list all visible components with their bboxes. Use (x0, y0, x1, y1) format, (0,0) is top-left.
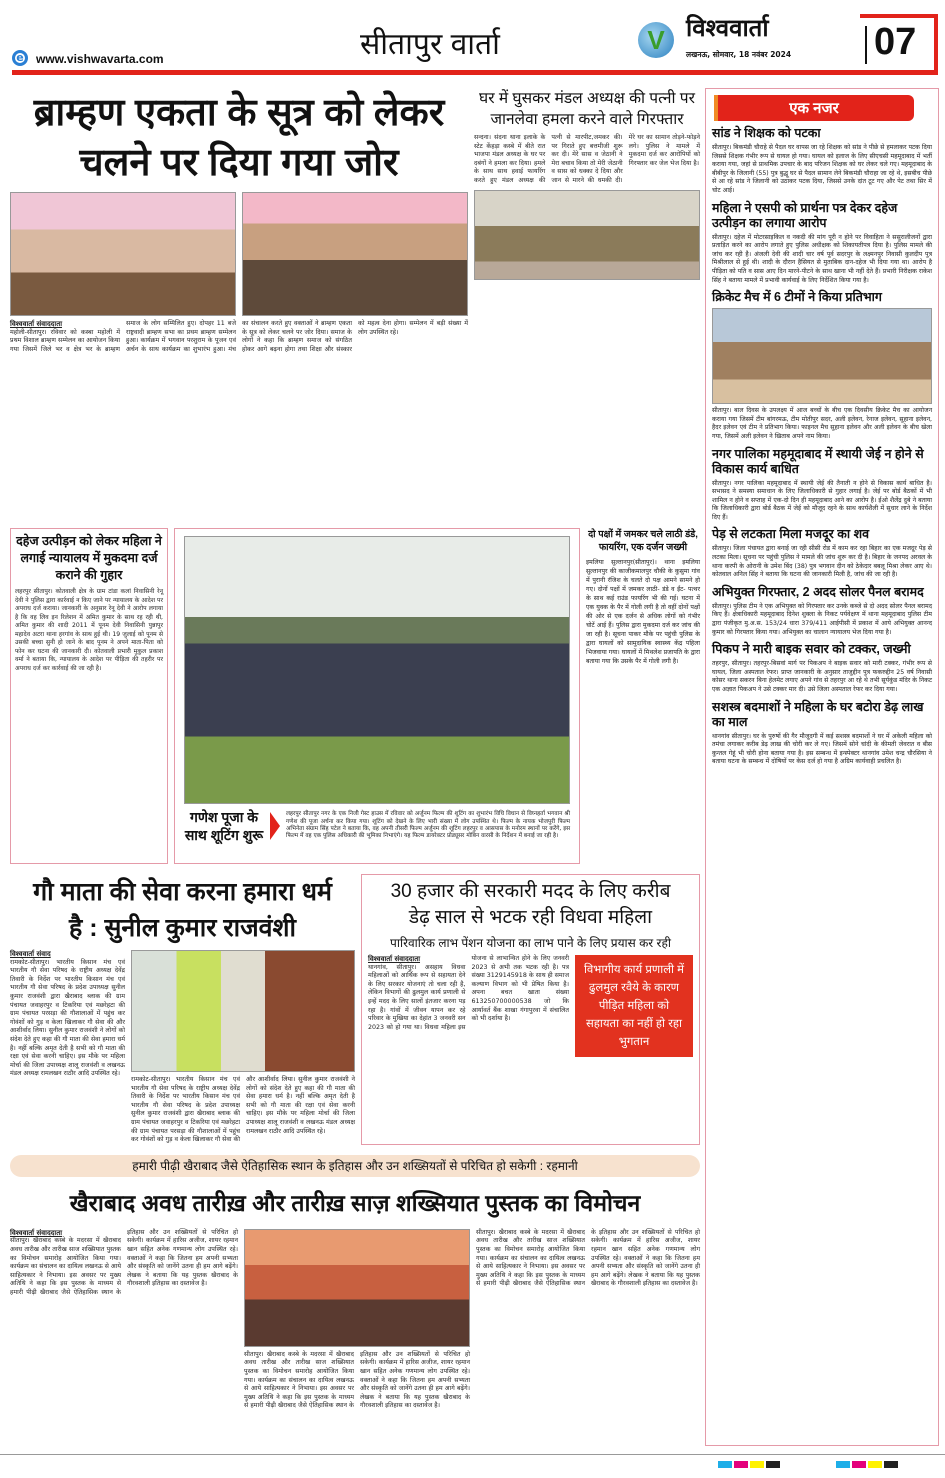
shooting-box (174, 528, 580, 864)
book-byline: विश्ववार्ता संवाददाता (10, 1228, 63, 1237)
lead-headline-line1: ब्राम्हण एकता के सूत्र को लेकर (33, 92, 445, 134)
attack-headline (474, 88, 700, 130)
widow-text: थानगांव, सीतापुर। असहाय विधवा महिलाओं को आर्थिक रूप से सहायता देने के लिए सरकार योजनाएं तो चला रही है, लेकिन विभागों की ढुलमुल कार्य प्रणाली से इन्हें मदद के लिए सालों इंतजार करना पड़ रहा है। गांवों में जीवन यापन कर रहे परिवार के मुखिया का देहांत 3 जनवरी सन 2023 को हो गया था। विधवा महिला इस योजना से लाभान्वित होने के लिए जनवरी 2023 से अभी तक भटक रही है। पत्र संख्या 3129145918 के साथ ही समाज कल्याण विभाग को भी प्रेषित किया है। अपना बचत खाता संख्या 613250700000538 जो कि आर्यावर्त बैंक शाखा गंगापुरवा में संचालित को भी दर्शाया है। (368, 955, 569, 1031)
cow-body-col2 (131, 1076, 355, 1145)
attack-headline-line2: जानलेवा हमला करने वाले गिरफ्तार (490, 111, 684, 128)
cow-text: रामकोट-सीतापुर। भारतीय किसान मंच एवं भारतीय गौ सेवा परिषद के राष्ट्रीय अध्यक्ष देवेंद्र तिवारी के निर्देश पर भारतीय किसान मंच एवं भारतीय गौ सेवा परिषद के प्रदेश उपाध्यक्ष सुनील कुमार राजवंशी द्वारा खैराबाद ब्लाक की ग्राम पंचायत जवाहरपुर व टिकरिया एवं मछरेहटा की ग्राम पंचायत परसड़ा की गौशालाओं में पहुंच कर गोवंशों को गुड़ व केला खिलाकर गौ सेवा की और आशीर्वाद लिया। सुनील कुमार राजवंशी ने लोगों को संदेश देते हुए कहा की गौ माता की सेवा हमारा धर्म है। नहीं बल्कि अमृत देती है सभी को गौ माता की रक्षा एवं सेवा करनी चाहिए। इस मौके पर महिला मोर्चा की जिला उपाध्यक्ष शालू राजवंशी व लखनऊ मंडल अध्यक्ष रामलखन राठौर आदि उपस्थित रहे। (10, 958, 125, 1078)
clash-body: इमलिया सुल्तानपुर(सीतापुर)। थाना इमलिया सुल्तानपुर की काजीकमालपुर चौकी के कुसुमा गांव में पुरानी रंजिश के चलते दो पक्ष आमने सामने हो गए। दोनों पक्षों में जमकर लाठी- डंडे व ईंट- पत्थर के साथ कई राउंड फायरिंग भी की गई। घटना में एक युवक के पैर में गोली लगी है तो वहीं दोनों पक्षों की ओर से एक दर्जन से अधिक लोगों को गंभीर चोटें आई हैं। पुलिस द्वारा मुकदमा दर्ज कर जांच की जा रही है। सूचना पाकर मौके पर पहुंची पुलिस के द्वारा घायलों को सामुदायिक स्वास्थ्य केंद्र पहिला भिजवाया गया। घायलों में मिथलेश प्रजापति के द्वारा बताया गया कि उसके पैर में गोली लगी है। (586, 559, 700, 665)
book-banner: हमारी पीढ़ी खैराबाद जैसे ऐतिहासिक स्थान के इतिहास और उन शख्सियतों से परिचित हो सकेगी : रहमानी (10, 1155, 700, 1177)
shooting-caption: लहरपुर सीतापुर नगर के एक निजी गेस्ट हाउस में रविवार को अर्जुनम फिल्म की शूटिंग का शुभारंभ विधि विधान से विघ्नहर्ता भगवान श्री गणेश की पूजा अर्चना कर किया गया। शूटिंग को देखने के लिए भारी संख्या में लोग उपस्थित थे। फिल्म के नायक भोजपुरी फिल्म अभिनेता संग्राम सिंह पटेल ने बताया कि, वह अपनी तीसरी फिल्म अर्जुनम की शूटिंग लहरपुर व आसपास के मनोरम स्थानों पर करेंगे, इस फिल्म में वह एक पुलिस अधिकारी की भूमिका निभाएंगे। यह फिल्म डायरेक्टर प्रोड्यूसर मोबिन वारसी के निर्देशन में बनाई जा रही है। (286, 811, 570, 840)
dowry-body: लहरपुर सीतापुर। कोतवाली क्षेत्र के ग्राम टांडा कलां निवासिनी रेनू देवी ने पुलिस द्वारा कार्रवाई न किए जाने पर न्यायालय के आदेश पर अपराध दर्ज कराया। जानकारी के अनुसार रेनू देवी ने आरोप लगाया है कि वह लिव इन रिलेशन में अमित कुमार के साथ रह रही थी, अमित कुमार की शादी 2011 में पूनम देवी निवासिनी पुन्नापुर महादेव अटरा थाना हरगांव के साथ हुई थी। 19 जुलाई को पूनम से उसकी बच्चा सुनी हो जाने के बाद पूनम ने अपने माता-पिता को फोन कर घटना की जानकारी दी। कोतवाली प्रभारी मुकुल प्रकाश वर्मा ने बताया कि, न्यायालय के आदेश पर पीड़िता की तहरीर पर अपराध दर्ज कर कार्रवाई की जा रही है। (15, 588, 163, 672)
brand-name: विश्ववार्ता (686, 15, 769, 42)
ek-nazar-body: सीतापुर। बिकमंडी चौराहे से पैदल घर वापस जा रहे शिक्षक को सांड ने पीछे से हमलाकर पटक दिया जिससे शिक्षक गंभीर रूप से घायल हो गया। घायल को इलाज के लिए सीएचसी महमूदाबाद में भर्ती कराया गया, जहां से प्राथमिक उपचार के बाद परिजन शिक्षक को घर लेकर चले गए। महमूदाबाद के बीबीपुर के जिलानी (55) पुत्र बुद्धू घर से पैदल सामान लेने बिकमंडी चौराहा जा रहे थे, इसबीच पीछे से आ रहे सांड ने जिलानी को उठाकर पटक दिया, जिससे उनके दांत टूट गए और पेट तथा सिर में चोट आई। (712, 144, 932, 194)
page-number: 07 (874, 21, 917, 63)
attack-headline-line1: घर में घुसकर मंडल अध्यक्ष की पत्नी पर (479, 90, 695, 107)
lead-headline-line2: चलने पर दिया गया जोर (79, 142, 399, 184)
clash-headline-line2: फायरिंग, एक दर्जन जख्मी (598, 542, 688, 553)
book-body-right (476, 1229, 700, 1411)
caption-arrow-icon (270, 812, 280, 840)
brand-logo-icon: V (638, 22, 674, 58)
ek-nazar-body: थानगांव सीतापुर। घर के पुरुषों की गैर मौजूदगी में कई सशस्त्र बदमाशों ने घर में अकेली महिला को तमंचा लगाकर करीब डेढ़ लाख की चोरी कर ले गए। जिसमें सोने चांदी के कीमती जेवरात व बीस कुन्तल गेहूं भी चोरी होना बताया गया है। इस सम्बन्ध में इन्स्पेक्टर थानगांव उमेश चन्द्र चौरसिया ने बताया घटना के सम्बन्ध में दोषियों पर केस दर्ज हो गया है अग्रिम कार्यवाही प्रचलित है। (712, 732, 932, 766)
ek-nazar-headline: अभियुक्त गिरफ्तार, 2 अदद सोलर पैनल बरामद (712, 584, 924, 599)
cricket-photo (712, 308, 932, 404)
ek-nazar-headline: क्रिकेट मैच में 6 टीमों ने किया प्रतिभाग (712, 290, 882, 305)
ek-nazar-body: सीतापुर। बाल दिवस के उपलक्ष्य में आज बच्चों के बीच एक दिवसीय क्रिकेट मैच का आयोजन कराया गया जिसमें टीम बांगरमऊ, टीम मोतीपुर सदर, अली इलेवन, रेनाज इलेवन, सुहाना इलेवन, हैदर इलेवन एवं टीम ने प्रतिभाग किया। फाइनल मैच सुहाना इलेवन और अली इलेवन के बीच खेला गया, जिसमें अली इलेवन ने खिताब अपने नाम किया। (712, 407, 932, 440)
ek-nazar-body: सीतापुर। दहेज में मोटरसाइकिल व नकदी की मांग पूरी न होने पर विवाहिता ने ससुरालीजनों द्वारा प्रताड़ित करने का आरोप लगाते हुए पुलिस अधीक्षक को शिकायतीपत्र दिया है। पुलिस मामले की जांच कर रही है। अंजली देवी की शादी चार वर्ष पूर्व सदरपुर के लक्ष्मनपुर निवासी कुलदीप पुत्र मिश्रीलाल से हुई थी। शादी के दौरान हैसियत से मुताबिक दान-दहेज भी दिया गया था। आरोप है पीड़िता को पति व सास आए दिन मारने-पीटने के साथ खाना भी नहीं देते हैं। प्रभारी निरीक्षक राकेश सिंह ने बताया मामले में प्रभावी कार्यवाई के लिए निर्देशित किया गया है। (712, 233, 932, 284)
cow-byline: विश्ववार्ता संवाद (10, 950, 51, 958)
attack-story (474, 88, 700, 518)
ek-nazar-headline: पिकप ने मारी बाइक सवार को टक्कर, जख्मी (712, 642, 911, 657)
widow-body (368, 955, 569, 1032)
cow-text-cont: रामकोट-सीतापुर। भारतीय किसान मंच एवं भारतीय गौ सेवा परिषद के राष्ट्रीय अध्यक्ष देवेंद्र तिवारी के निर्देश पर भारतीय किसान मंच एवं भारतीय गौ सेवा परिषद के प्रदेश उपाध्यक्ष सुनील कुमार राजवंशी द्वारा खैराबाद ब्लाक की ग्राम पंचायत जवाहरपुर व टिकरिया एवं मछरेहटा की ग्राम पंचायत परसड़ा की गौशालाओं में पहुंच कर गोवंशों को गुड़ व केला खिलाकर गौ सेवा की और आशीर्वाद लिया। सुनील कुमार राजवंशी ने लोगों को संदेश देते हुए कहा की गौ माता की सेवा हमारा धर्म है। नहीं बल्कि अमृत देती है सभी को गौ माता की रक्षा एवं सेवा करनी चाहिए। इस मौके पर महिला मोर्चा की जिला उपाध्यक्ष शालू राजवंशी व लखनऊ मंडल अध्यक्ष रामलखन राठौर आदि उपस्थित रहे। (131, 1076, 355, 1144)
cow-story (10, 874, 355, 1145)
website-link[interactable]: www.vishwavarta.com (36, 52, 164, 66)
clash-headline (586, 528, 700, 554)
cow-headline-line1: गौ माता की सेवा करना हमारा धर्म (33, 878, 332, 906)
masthead (0, 0, 945, 78)
dateline: लखनऊ, सोमवार, 18 नवंबर 2024 (686, 50, 792, 59)
ek-nazar-column (705, 88, 939, 1446)
lead-photo-stage (10, 192, 236, 316)
book-launch-photo (244, 1229, 470, 1347)
ek-nazar-title: एक नजर (714, 95, 914, 121)
attack-body (474, 134, 700, 186)
print-color-bar (0, 1454, 945, 1478)
ek-nazar-body: सीतापुर। पुलिस टीम ने एक अभियुक्त को गिरफ्तार कर उनके कब्जे से दो अदद सोलर पैनल बरामद किए हैं। क्षेत्राधिकारी महमूदाबाद दिनेश शुक्ला के निकट पर्यवेक्षण में थाना महमूदाबाद पुलिस टीम द्वारा पंजीकृत मु.अ.स. 153/24 धारा 379/411 आईपीसी में प्रकाश में आये अभियुक्त आनन्द कुमार को गिरफ्तार किया गया। अभियुक्त का चालान न्यायालय भेज दिया गया है। (712, 602, 932, 636)
book-text: सीतापुर। खैराबाद कस्बे के मदरसा में खैराबाद अवध तारीख और तारीख साज शख्सियात पुस्तक का विमोचन समारोह आयोजित किया गया। कार्यक्रम का संचालन का दायित्व लखनऊ से आये साहित्यकार ने निभाया। इस अवसर पर मुख्य अतिथि ने कहा कि इस पुस्तक के माध्यम से हमारी पीढ़ी खैराबाद जैसे ऐतिहासिक स्थान के इतिहास और उन शख्सियतों से परिचित हो सकेगी। कार्यक्रम में हारिस अजीज, शायर रहमान खान सहित अनेक गणमान्य लोग उपस्थित रहे। वक्ताओं ने कहा कि जितना हम अपनी सभ्यता और संस्कृति को जानेंगे उतना ही हम आगे बढ़ेंगे। लेखक ने बताया कि यह पुस्तक खैराबाद के गौरवशाली इतिहास का दस्तावेज है। (10, 1228, 238, 1296)
attack-photo-police (474, 190, 700, 280)
widow-box (361, 874, 700, 1145)
ek-nazar-body: सीतापुर। जिला पंचायत द्वारा बनाई जा रही सीसी रोड में काम कर रहा बिहार का एक मजदूर पेड़ से लटका मिला। सूचना पर पहुंची पुलिस ने मामले की जांच शुरू कर दी है। बिहार के जनपद अरवल के थाना करपी के ओरानी के उमेश बिंद (38) पुत्र भगवान दीन को ठेकेदार बबलू मिश्रा लेकर आए थे। कोतवाल अनिल सिंह ने बताया कि घटना की जानकारी मिली है, जांच की जा रही है। (712, 545, 932, 579)
lead-headline (10, 88, 468, 188)
widow-highlight: विभागीय कार्य प्रणाली में ढुलमुल रवैये के कारण पीड़ित महिला को सहायता का नहीं हो रहा भुगतान (575, 955, 693, 1057)
ek-nazar-body: तहरपुर, सीतापुर। तहरपुर-बिसवां मार्ग पर पिकअप ने बाइक सवार को मारी टक्कर, गंभीर रूप से घायल, जिला अस्पताल रेफर। प्राप्त जानकारी के अनुसार ताजुद्दीन पुत्र फकरुद्दीन 25 वर्ष निवासी कोसर थाना सकरन बिना हेलमेट लगाए अपने गांव से तहरपुर आ रहे थे तभी सूर्यकुंड मंदिर के निकट एक अज्ञात पिकअप ने उसे टक्कर मार दी। उसे जिला अस्पताल रेफर कर दिया गया। (712, 660, 932, 693)
widow-headline (368, 879, 693, 931)
book-headline: खैराबाद अवध तारीख़ और तारीख़ साज़ शख्सियात पुस्तक का विमोचन (69, 1189, 641, 1216)
lead-photo-audience (242, 192, 468, 316)
cow-body-col1 (10, 950, 125, 1145)
book-text-4: सीतापुर। खैराबाद कस्बे के मदरसा में खैराबाद अवध तारीख और तारीख साज शख्सियात पुस्तक का विमोचन समारोह आयोजित किया गया। कार्यक्रम का संचालन का दायित्व लखनऊ से आये साहित्यकार ने निभाया। इस अवसर पर मुख्य अतिथि ने कहा कि इस पुस्तक के माध्यम से हमारी पीढ़ी खैराबाद जैसे ऐतिहासिक स्थान के इतिहास और उन शख्सियतों से परिचित हो सकेगी। कार्यक्रम में हारिस अजीज, शायर रहमान खान सहित अनेक गणमान्य लोग उपस्थित रहे। वक्ताओं ने कहा कि जितना हम अपनी सभ्यता और संस्कृति को जानेंगे उतना ही हम आगे बढ़ेंगे। लेखक ने बताया कि यह पुस्तक खैराबाद के गौरवशाली इतिहास का दस्तावेज है। (476, 1228, 700, 1288)
lead-body (10, 320, 468, 354)
widow-subhead: पारिवारिक लाभ पेंशन योजना का लाभ पाने के लिए प्रयास कर रही (390, 936, 671, 950)
widow-headline-line2: डेढ़ साल से भटक रही विधवा महिला (408, 907, 653, 928)
dowry-story-box (10, 528, 168, 864)
header-rule (12, 70, 938, 75)
dowry-headline: दहेज उत्पीड़न को लेकर महिला ने लगाई न्यायालय में मुकदमा दर्ज कराने की गुहार (16, 534, 162, 582)
book-body-mid (244, 1351, 470, 1411)
book-text-3: सीतापुर। खैराबाद कस्बे के मदरसा में खैराबाद अवध तारीख और तारीख साज शख्सियात पुस्तक का विमोचन समारोह आयोजित किया गया। कार्यक्रम का संचालन का दायित्व लखनऊ से आये साहित्यकार ने निभाया। इस अवसर पर मुख्य अतिथि ने कहा कि इस पुस्तक के माध्यम से हमारी पीढ़ी खैराबाद जैसे ऐतिहासिक स्थान के इतिहास और उन शख्सियतों से परिचित हो सकेगी। कार्यक्रम में हारिस अजीज, शायर रहमान खान सहित अनेक गणमान्य लोग उपस्थित रहे। वक्ताओं ने कहा कि जितना हम अपनी सभ्यता और संस्कृति को जानेंगे उतना ही हम आगे बढ़ेंगे। लेखक ने बताया कि यह पुस्तक खैराबाद के गौरवशाली इतिहास का दस्तावेज है। (244, 1350, 470, 1410)
lead-story (10, 88, 468, 518)
widow-byline: विश्ववार्ता संवाददाता (368, 955, 421, 963)
book-body-left (10, 1229, 238, 1411)
cow-headline-line2: है : सुनील कुमार राजवंशी (68, 914, 297, 942)
ek-nazar-headline: सांड ने शिक्षक को पटका (712, 126, 821, 140)
lead-text: महोली-सीतापुर। रविवार को कस्बा महोली में प्रथम विशाल ब्राम्हण सम्मेलन का आयोजन किया गया जिसमें जिले भर व क्षेत्र भर के ब्राम्हण समाज के लोग सम्मिलित हुए। दोपहर 11 बजे राष्ट्रवादी ब्राम्हण सभा का प्रथम ब्राम्हण सम्मेलन हुआ। कार्यक्रम में भगवान परशुराम के पूजन एवं अर्चन के साथ कार्यक्रम का शुभारंभ हुआ। मंच का संचालन करते हुए वक्ताओं ने ब्राम्हण एकता के सूत्र को लेकर चलने पर जोर दिया। समाज के लोगों ने कहा कि ब्राम्हण समाज को संगठित होकर आगे बढ़ना होगा तथा शिक्षा और संस्कार को महत्व देना होगा। सम्मेलन में बड़ी संख्या में लोग उपस्थित रहे। (10, 320, 468, 353)
widow-headline-line1: 30 हजार की सरकारी मदद के लिए करीब (390, 881, 671, 902)
attack-text: सन्दना। संदना थाना इलाके के स्टेट केंहड़ा कस्बे में बीते रात भाजपा मंडल अध्यक्ष के घर पर दबंगों ने हमला कर दिया। हमले के साथ साथ हवाई फायरिंग करते हुए मंडल अध्यक्ष की पत्नी से मारपीट,जमकर की। पर गिराते हुए बत्तमीजी शुरू कर दी। मेरे सास व जेठानी ने मेरा बचाव किया तो मेरी जेठानी व सास को धक्का दे दिया और जान से मारने की धमकी दी। मेरे घर का सामान तोड़ने-फोड़ने लगे। पुलिस ने मामले में मुकदमा दर्ज कर आरोपियों को गिरफ्तार कर जेल भेज दिया है। (474, 134, 700, 184)
ek-nazar-headline: नगर पालिका महमूदाबाद में स्थायी जेई न होने से विकास कार्य बाधित (712, 446, 924, 476)
browser-e-icon: e (12, 50, 28, 66)
cow-photo (131, 950, 355, 1072)
ek-nazar-headline: सशस्त्र बदमाशों ने महिला के घर बटोरा डेढ़ लाख का माल (712, 699, 924, 729)
shooting-photo (184, 536, 570, 804)
ek-nazar-body: सीतापुर। नगर पालिका महमूदाबाद में स्थायी जेई की तैनाती न होने से विकास कार्य बाधित है। सभासद ने समस्या समाधान के लिए जिलाधिकारी से गुहार लगाई है। जेई पर बोर्ड बैठकों में भी शामिल न होने व सप्ताह में एक-दो दिन ही महमूदाबाद आने का आरोप है। ईओ शैलेंद्र दुबे ने बताया कि जिलाधिकारी द्वारा बोर्ड बैठक में जेई को मौजूद रहने के साथ कार्यशैली में सुधार लाने के निर्देश दिए हैं। (712, 479, 932, 521)
shooting-title: गणेश पूजा के साथ शूटिंग शुरू (184, 809, 264, 843)
section-title: सीतापुर वार्ता (360, 28, 500, 61)
clash-story (586, 528, 700, 864)
page-number-box (860, 14, 938, 70)
ek-nazar-headline: पेड़ से लटकता मिला मजदूर का शव (712, 527, 870, 542)
ek-nazar-headline: महिला ने एसपी को प्रार्थना पत्र देकर दहेज उत्पीड़न का लगाया आरोप (712, 200, 898, 230)
lead-byline: विश्ववार्ता संवाददाता (10, 320, 63, 328)
ek-nazar-list (712, 126, 932, 767)
clash-headline-line1: दो पक्षों में जमकर चले लाठी डंडे, (588, 529, 698, 540)
cow-headline (10, 874, 355, 946)
